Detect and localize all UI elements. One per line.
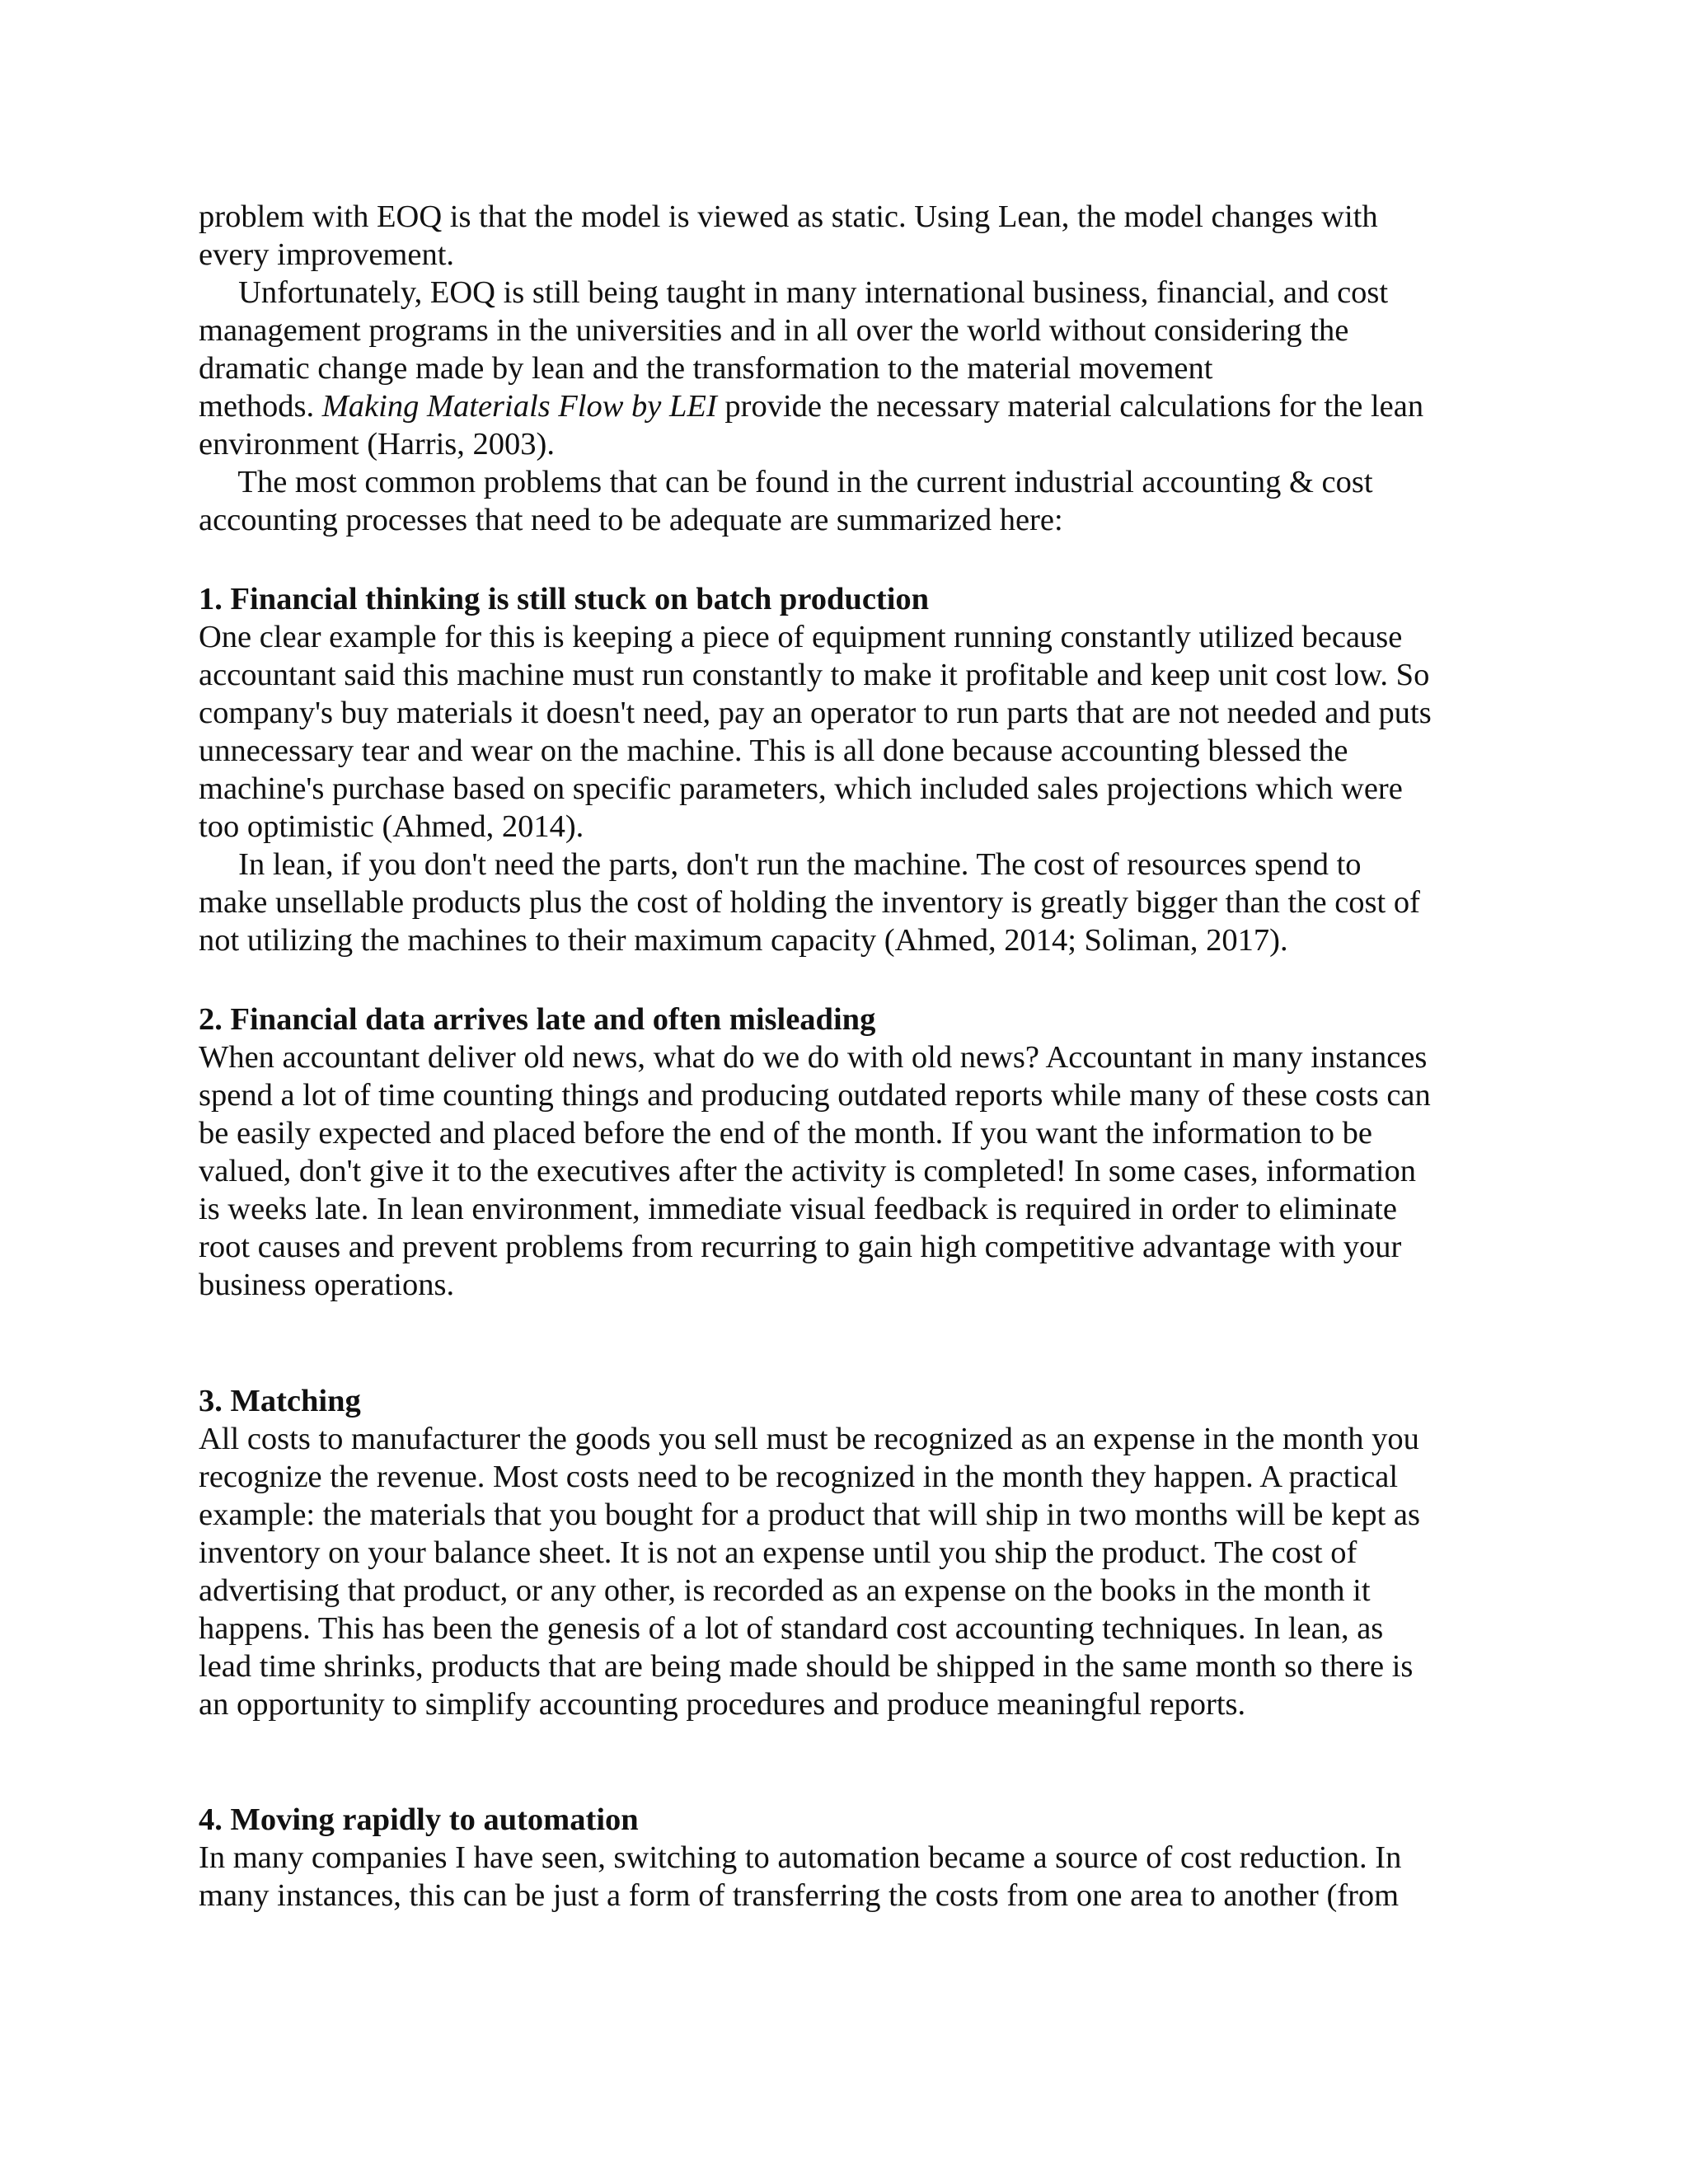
- text-line: machine's purchase based on specific parameters, which included sales projections which were: [199, 771, 1403, 806]
- text-line: not utilizing the machines to their maximum capacity (Ahmed, 2014; Soliman, 2017).: [199, 923, 1288, 958]
- text-line: accounting processes that need to be adequate are summarized here:: [199, 503, 1063, 537]
- text-line: root causes and prevent problems from recurring to gain high competitive advantage with your: [199, 1230, 1402, 1264]
- text-line: The most common problems that can be found in the current industrial accounting & cost: [199, 465, 1373, 499]
- text-line: dramatic change made by lean and the transformation to the material movement: [199, 351, 1213, 386]
- text-line: example: the materials that you bought for a product that will ship in two months will be kept as: [199, 1497, 1420, 1532]
- methods-suffix: provide the necessary material calculations for the lean: [716, 389, 1424, 424]
- text-line: make unsellable products plus the cost of holding the inventory is greatly bigger than the cost of: [199, 885, 1420, 920]
- text-line: unnecessary tear and wear on the machine. This is all done because accounting blessed the: [199, 733, 1348, 768]
- section-2: [199, 1001, 1517, 1304]
- section-3: [199, 1382, 1517, 1723]
- section-heading: 2. Financial data arrives late and often misleading: [199, 1002, 876, 1037]
- text-line: In many companies I have seen, switching to automation became a source of cost reduction. In: [199, 1840, 1402, 1875]
- section-4: [199, 1801, 1517, 1915]
- text-line: environment (Harris, 2003).: [199, 427, 555, 462]
- italic-book-title: Making Materials Flow by LEI: [321, 389, 717, 424]
- section-heading: 4. Moving rapidly to automation: [199, 1802, 639, 1837]
- text-line: many instances, this can be just a form of transferring the costs from one area to another (from: [199, 1878, 1400, 1913]
- text-line: management programs in the universities and in all over the world without considering the: [199, 313, 1349, 348]
- text-line: recognize the revenue. Most costs need to be recognized in the month they happen. A practical: [199, 1460, 1399, 1494]
- section-1: [199, 580, 1517, 959]
- text-line: company's buy materials it doesn't need, pay an operator to run parts that are not needed and puts: [199, 696, 1432, 730]
- methods-prefix: methods.: [199, 389, 322, 424]
- text-line: [199, 387, 1517, 425]
- text-line: lead time shrinks, products that are being made should be shipped in the same month so there is: [199, 1649, 1414, 1684]
- text-line: is weeks late. In lean environment, immediate visual feedback is required in order to eliminate: [199, 1192, 1397, 1226]
- text-line: problem with EOQ is that the model is viewed as static. Using Lean, the model changes with: [199, 199, 1378, 234]
- text-line: happens. This has been the genesis of a lot of standard cost accounting techniques. In lean, as: [199, 1611, 1384, 1646]
- section-heading: 1. Financial thinking is still stuck on batch production: [199, 582, 930, 616]
- text-line: When accountant deliver old news, what do we do with old news? Accountant in many instances: [199, 1040, 1428, 1075]
- text-line: In lean, if you don't need the parts, don't run the machine. The cost of resources spend to: [199, 847, 1362, 882]
- text-line: valued, don't give it to the executives after the activity is completed! In some cases, information: [199, 1154, 1416, 1188]
- text-line: be easily expected and placed before the end of the month. If you want the information to be: [199, 1116, 1372, 1151]
- text-line: business operations.: [199, 1268, 455, 1302]
- text-line: inventory on your balance sheet. It is not an expense until you ship the product. The cost of: [199, 1535, 1357, 1570]
- text-line: every improvement.: [199, 237, 455, 272]
- text-line: All costs to manufacturer the goods you sell must be recognized as an expense in the month you: [199, 1422, 1419, 1456]
- text-line: accountant said this machine must run constantly to make it profitable and keep unit cost low. So: [199, 658, 1430, 692]
- text-line: too optimistic (Ahmed, 2014).: [199, 809, 584, 844]
- text-line: advertising that product, or any other, is recorded as an expense on the books in the month it: [199, 1573, 1371, 1608]
- text-line: spend a lot of time counting things and producing outdated reports while many of these costs can: [199, 1078, 1431, 1113]
- text-line: Unfortunately, EOQ is still being taught in many international business, financial, and cost: [199, 275, 1389, 310]
- text-line: One clear example for this is keeping a piece of equipment running constantly utilized because: [199, 620, 1403, 654]
- intro-block: [199, 198, 1517, 539]
- text-line: an opportunity to simplify accounting procedures and produce meaningful reports.: [199, 1687, 1246, 1722]
- section-heading: 3. Matching: [199, 1384, 361, 1418]
